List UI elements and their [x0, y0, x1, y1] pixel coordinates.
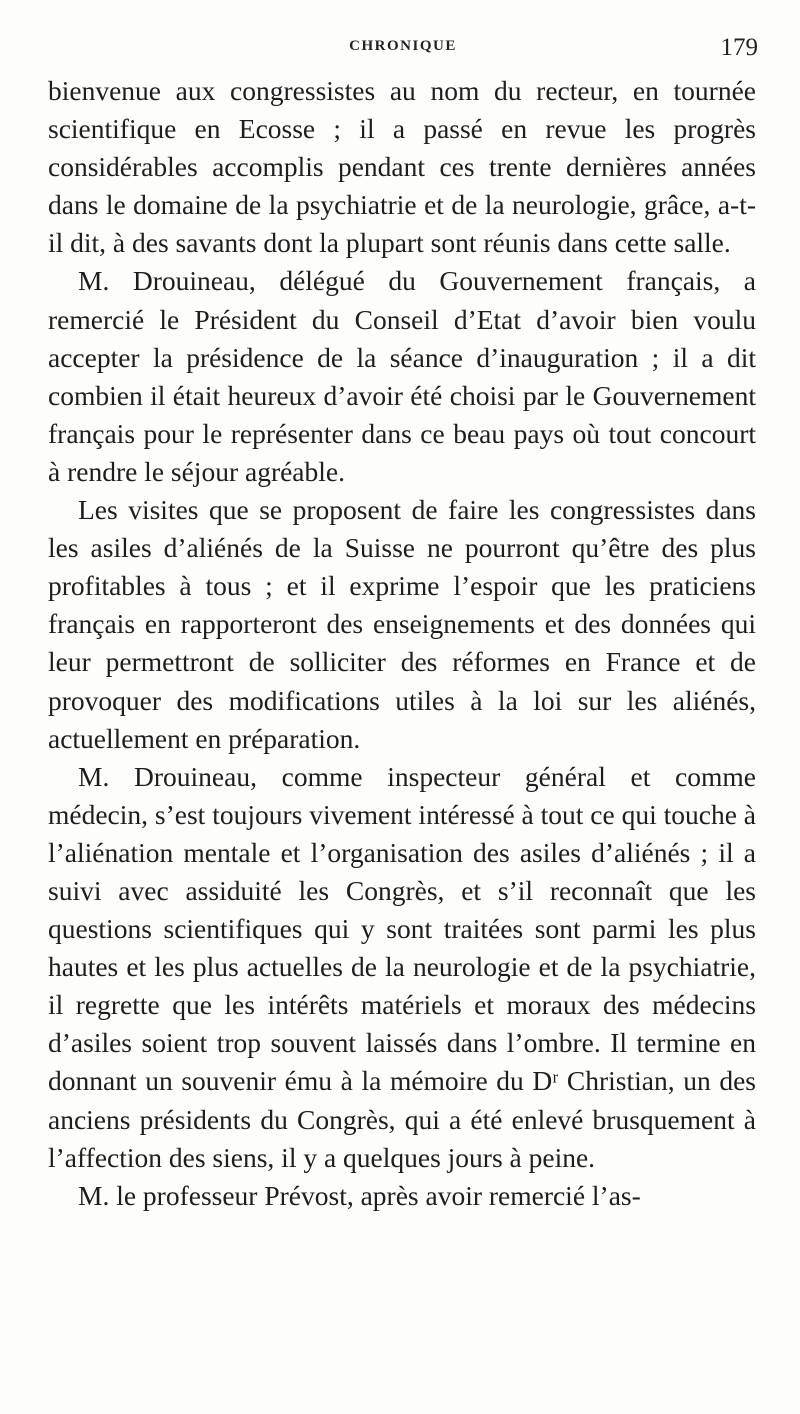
paragraph-asylum-visits: Les visites que se proposent de faire les congressistes dans les asiles d’aliénés de la Suisse ne pourront qu’être des plus profitables à tous ; et il exprime l’espoir que les praticiens français en rapporteront des enseignements et des données qui leur permettront de solliciter des réformes en France et de provoquer des modifications utiles à la loi sur les aliénés, actuellement en préparation.	[48, 494, 756, 754]
paragraph-drouineau-remarks: M. Drouineau, délégué du Gouvernement français, a remercié le Président du Conseil d’Etat d’avoir bien voulu accepter la présidence de la séance d’inauguration ; il a dit combien il était heureux d’avoir été choisi par le Gouvernement français pour le représenter dans ce beau pays où tout concourt à rendre le séjour agréable.	[48, 265, 756, 487]
paragraph-continuation: bienvenue aux congressistes au nom du recteur, en tournée scientifique en Ecosse ; il a passé en revue les progrès considérables accomplis pendant ces trente dernières années dans le domaine de la psychiatrie et de la neurologie, grâce, a-t-il dit, à des savants dont la plupart sont réunis dans cette salle.	[48, 75, 756, 259]
paragraph-prevost: M. le professeur Prévost, après avoir remercié l’as-	[78, 1179, 641, 1211]
running-title: CHRONIQUE	[349, 38, 457, 54]
body-text	[48, 72, 756, 1215]
page-number: 179	[720, 34, 758, 61]
running-head	[48, 32, 758, 62]
paragraph-drouineau-inspector: M. Drouineau, comme inspecteur général et comme médecin, s’est toujours vivement intéressé à tout ce qui touche à l’aliénation mentale et l’organisation des asiles d’aliénés ; il a suivi avec assiduité les Congrès, et s’il reconnaît que les questions scientifiques qui y sont traitées sont parmi les plus hautes et les plus actuelles de la neurologie et de la psychiatrie, il regrette que les intérêts matériels et moraux des médecins d’asiles soient trop souvent laissés dans l’ombre. Il termine en donnant un souvenir ému à la mémoire du Dʳ Christian, un des anciens présidents du Congrès, qui a été enlevé brusquement à l’affection des siens, il y a quelques jours à peine.	[48, 760, 756, 1173]
